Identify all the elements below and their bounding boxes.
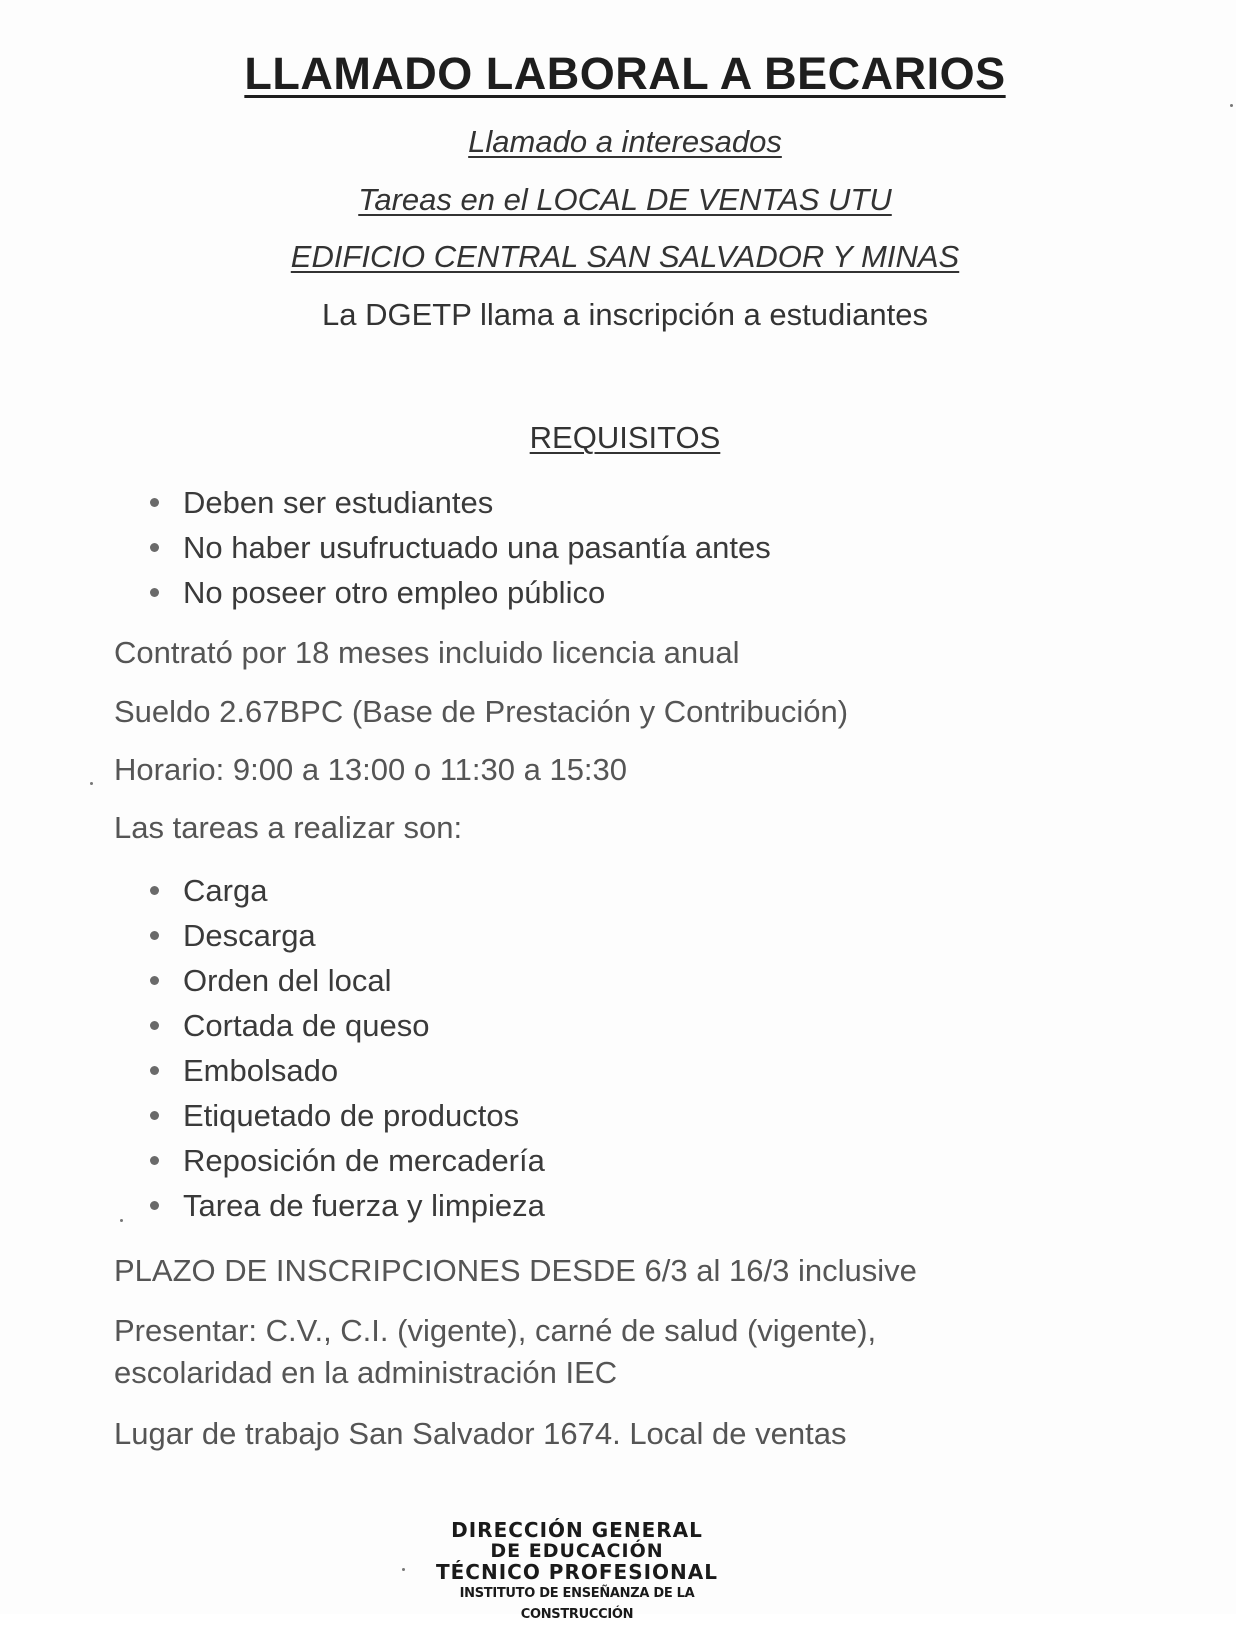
salary-text: Sueldo 2.67BPC (Base de Prestación y Contribución) [114,694,849,729]
present-text-line1: Presentar: C.V., C.I. (vigente), carné de salud (vigente), [114,1313,877,1348]
contract-text: Contrató por 18 meses incluido licencia anual [114,635,740,670]
list-item [150,1093,545,1138]
list-item [150,1048,545,1093]
task-text: Embolsado [183,1052,339,1088]
bullet-icon [150,1156,159,1165]
bullet-icon [150,931,159,940]
requirements-list [150,480,771,615]
requirement-text: No poseer otro empleo público [183,574,606,610]
list-item [150,1138,545,1183]
bullet-icon [150,1066,159,1075]
workplace-text: Lugar de trabajo San Salvador 1674. Local de ventas [114,1416,847,1451]
task-text: Cortada de queso [183,1007,430,1043]
bullet-icon [150,1021,159,1030]
intro-text: La DGETP llama a inscripción a estudiantes [322,297,928,332]
bullet-icon [150,498,159,507]
bullet-icon [150,1111,159,1120]
list-item [150,1183,545,1228]
scan-speck [402,1568,405,1571]
list-item [150,913,545,958]
bullet-icon [150,588,159,597]
stamp-line-1: DIRECCIÓN GENERAL [451,1518,703,1542]
document-title: LLAMADO LABORAL A BECARIOS [244,48,1006,99]
scan-speck [1230,104,1233,107]
stamp-line-3: TÉCNICO PROFESIONAL [436,1560,718,1584]
list-item [150,1003,545,1048]
task-text: Carga [183,872,268,908]
tasks-intro: Las tareas a realizar son: [114,810,463,845]
task-text: Reposición de mercadería [183,1142,545,1178]
list-item [150,480,771,525]
requirement-text: Deben ser estudiantes [183,484,494,520]
stamp-line-4: INSTITUTO DE ENSEÑANZA DE LA CONSTRUCCIÓN [459,1586,695,1622]
subtitle-call: Llamado a interesados [468,124,782,159]
schedule-text: Horario: 9:00 a 13:00 o 11:30 a 15:30 [114,752,628,787]
task-text: Tarea de fuerza y limpieza [183,1187,545,1223]
stamp-line-2: DE EDUCACIÓN [490,1540,664,1562]
deadline-text: PLAZO DE INSCRIPCIONES DESDE 6/3 al 16/3 inclusive [114,1253,917,1288]
task-text: Orden del local [183,962,392,998]
scan-speck [90,782,93,785]
list-item [150,570,771,615]
requirement-text: No haber usufructuado una pasantía antes [183,529,771,565]
task-text: Etiquetado de productos [183,1097,520,1133]
scan-speck [120,1219,123,1222]
institution-stamp [412,1520,742,1625]
subtitle-tasks-location: Tareas en el LOCAL DE VENTAS UTU [358,182,892,217]
present-text-line2: escolaridad en la administración IEC [114,1355,618,1390]
list-item [150,958,545,1003]
list-item [150,525,771,570]
bullet-icon [150,886,159,895]
bullet-icon [150,976,159,985]
task-text: Descarga [183,917,316,953]
tasks-list [150,868,545,1228]
subtitle-building: EDIFICIO CENTRAL SAN SALVADOR Y MINAS [290,239,960,274]
requirements-heading: REQUISITOS [529,420,721,455]
list-item [150,868,545,913]
bullet-icon [150,1201,159,1210]
bullet-icon [150,543,159,552]
